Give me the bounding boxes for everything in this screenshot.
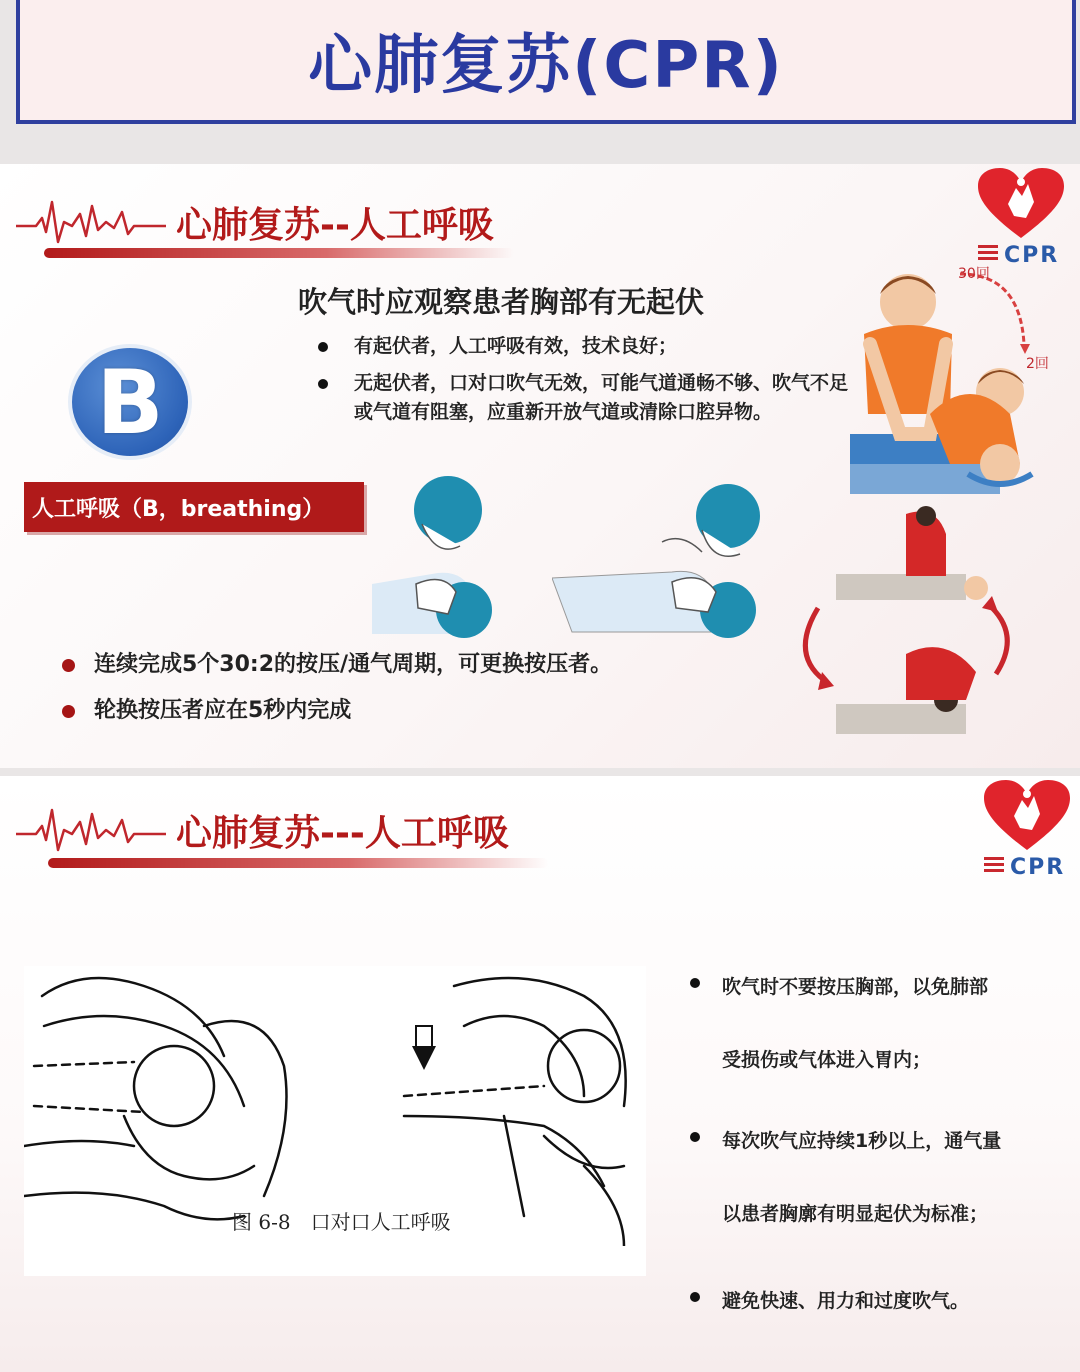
- arc-label-30: 30回: [958, 266, 990, 282]
- list-item: 有起伏者，人工呼吸有效，技术良好；: [318, 332, 848, 361]
- list-item: [690, 1126, 1060, 1226]
- slide-artificial-breathing-1: [0, 164, 1080, 768]
- slide1-heading: 心肺复苏--人工呼吸: [176, 204, 494, 246]
- chest-compression-illustration: [850, 264, 1060, 500]
- ecg-heartbeat-icon: [16, 192, 166, 252]
- cpr-logo-text: CPR: [1004, 243, 1060, 268]
- figure-caption: 图 6-8 口对口人工呼吸: [232, 1210, 451, 1234]
- head-tilt-illustration: [372, 474, 512, 640]
- rescuer-switch-illustration: [796, 504, 1022, 748]
- list-item: 轮换按压者应在5秒内完成: [58, 688, 612, 734]
- list-item-line: 每次吹气应持续1秒以上，通气量: [722, 1130, 1002, 1152]
- page-title: 心肺复苏(CPR): [308, 29, 784, 103]
- heart-hands-icon: [976, 168, 1066, 240]
- list-item-line: 受损伤或气体进入胃内；: [722, 1049, 932, 1071]
- heading-underline: [48, 858, 548, 868]
- cpr-logo: [976, 168, 1066, 268]
- slide1-subtitle: 吹气时应观察患者胸部有无起伏: [298, 285, 705, 319]
- mouth-to-mouth-sketch: [24, 966, 646, 1246]
- slide1-heading-row: [16, 192, 494, 252]
- cpr-logo-text: CPR: [1010, 855, 1066, 880]
- letter-b: B: [96, 350, 164, 454]
- ecg-heartbeat-icon: [16, 800, 166, 860]
- list-item: [690, 1286, 1060, 1313]
- letter-b-badge: [68, 344, 192, 460]
- list-item: [690, 972, 1060, 1072]
- arc-label-2: 2回: [1026, 356, 1049, 372]
- slide-artificial-breathing-2: [0, 776, 1080, 1372]
- list-item-line: 避免快速、用力和过度吹气。: [722, 1290, 970, 1312]
- slide2-heading: 心肺复苏---人工呼吸: [176, 812, 509, 854]
- list-item-line: 以患者胸廓有明显起伏为标准；: [722, 1203, 989, 1225]
- slide1-bullet-list: [318, 332, 848, 435]
- heart-hands-icon: [982, 780, 1072, 852]
- logo-lines: [984, 854, 1004, 872]
- list-item: 无起伏者，口对口吹气无效，可能气道通畅不够、吹气不足或气道有阻塞，应重新开放气道或清除口腔异物。: [318, 369, 848, 427]
- slide2-heading-row: [16, 800, 509, 860]
- list-item-line: 吹气时不要按压胸部，以免肺部: [722, 976, 989, 998]
- slide1-bottom-bullets: [58, 642, 612, 734]
- cpr-logo: [982, 780, 1072, 880]
- logo-lines: [978, 242, 998, 260]
- title-banner: [16, 0, 1076, 124]
- mouth-to-mouth-illustration: [552, 482, 772, 642]
- slide2-bullet-list: [690, 972, 1060, 1313]
- breathing-label: 人工呼吸（B，breathing）: [24, 482, 364, 532]
- list-item: 连续完成5个30:2的按压/通气周期，可更换按压者。: [58, 642, 612, 688]
- heading-underline: [44, 248, 514, 258]
- mouth-to-mouth-figure: [24, 966, 646, 1276]
